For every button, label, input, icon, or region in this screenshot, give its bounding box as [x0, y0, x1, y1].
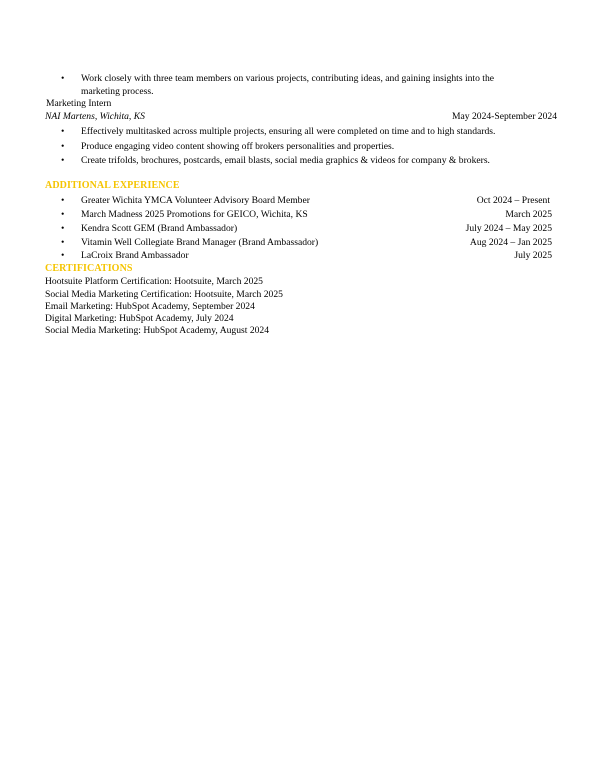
- experience-item-text: Kendra Scott GEM (Brand Ambassador): [81, 223, 238, 234]
- job-title: Marketing Intern: [46, 98, 112, 109]
- bullet-marker: •: [61, 223, 65, 234]
- intro-bullet-line1: Work closely with three team members on various projects, contributing ideas, and gaining insights into the: [81, 73, 495, 84]
- experience-item-date: July 2025: [514, 250, 552, 261]
- bullet-marker: •: [61, 209, 65, 220]
- bullet-marker: •: [61, 250, 65, 261]
- job-dates: May 2024-September 2024: [452, 111, 557, 122]
- experience-item: [0, 195, 600, 209]
- job-bullet: [0, 155, 600, 169]
- experience-item-text: LaCroix Brand Ambassador: [81, 250, 189, 261]
- bullet-marker: •: [61, 237, 65, 248]
- job-bullet: [0, 141, 600, 155]
- job-company-location: NAI Martens, Wichita, KS: [45, 111, 145, 122]
- certification-item: Social Media Marketing: HubSpot Academy, August 2024: [45, 325, 270, 336]
- experience-item-text: Vitamin Well Collegiate Brand Manager (Brand Ambassador): [81, 237, 319, 248]
- intro-bullet: [0, 73, 600, 87]
- experience-item-date: Oct 2024 – Present: [476, 195, 550, 206]
- bullet-marker: •: [61, 126, 65, 137]
- certification-item: Social Media Marketing Certification: Hootsuite, March 2025: [45, 289, 283, 300]
- certification-item: Hootsuite Platform Certification: Hootsuite, March 2025: [45, 276, 263, 287]
- experience-item: [0, 209, 600, 223]
- experience-item-date: Aug 2024 – Jan 2025: [469, 237, 552, 248]
- experience-item-text: March Madness 2025 Promotions for GEICO, Wichita, KS: [81, 209, 308, 220]
- experience-item-date: March 2025: [505, 209, 552, 220]
- bullet-marker: •: [61, 73, 65, 84]
- job-bullet-text: Produce engaging video content showing off brokers personalities and properties.: [81, 141, 395, 152]
- experience-item-date: July 2024 – May 2025: [465, 223, 552, 234]
- job-bullet: [0, 126, 600, 140]
- job-bullet-text: Create trifolds, brochures, postcards, email blasts, social media graphics & videos for company & brokers.: [81, 155, 490, 166]
- additional-experience-heading: ADDITIONAL EXPERIENCE: [45, 180, 180, 191]
- bullet-marker: •: [61, 141, 65, 152]
- intro-bullet-line2: marketing process.: [81, 86, 154, 97]
- experience-item-text: Greater Wichita YMCA Volunteer Advisory Board Member: [81, 195, 310, 206]
- experience-item: [0, 223, 600, 237]
- experience-item: [0, 250, 600, 264]
- job-bullet-text: Effectively multitasked across multiple projects, ensuring all were completed on time and to high standards.: [81, 126, 496, 137]
- bullet-marker: •: [61, 195, 65, 206]
- certifications-heading: CERTIFICATIONS: [45, 263, 133, 274]
- experience-item: [0, 237, 600, 251]
- certification-item: Email Marketing: HubSpot Academy, September 2024: [45, 301, 255, 312]
- bullet-marker: •: [61, 155, 65, 166]
- certification-item: Digital Marketing: HubSpot Academy, July 2024: [45, 313, 234, 324]
